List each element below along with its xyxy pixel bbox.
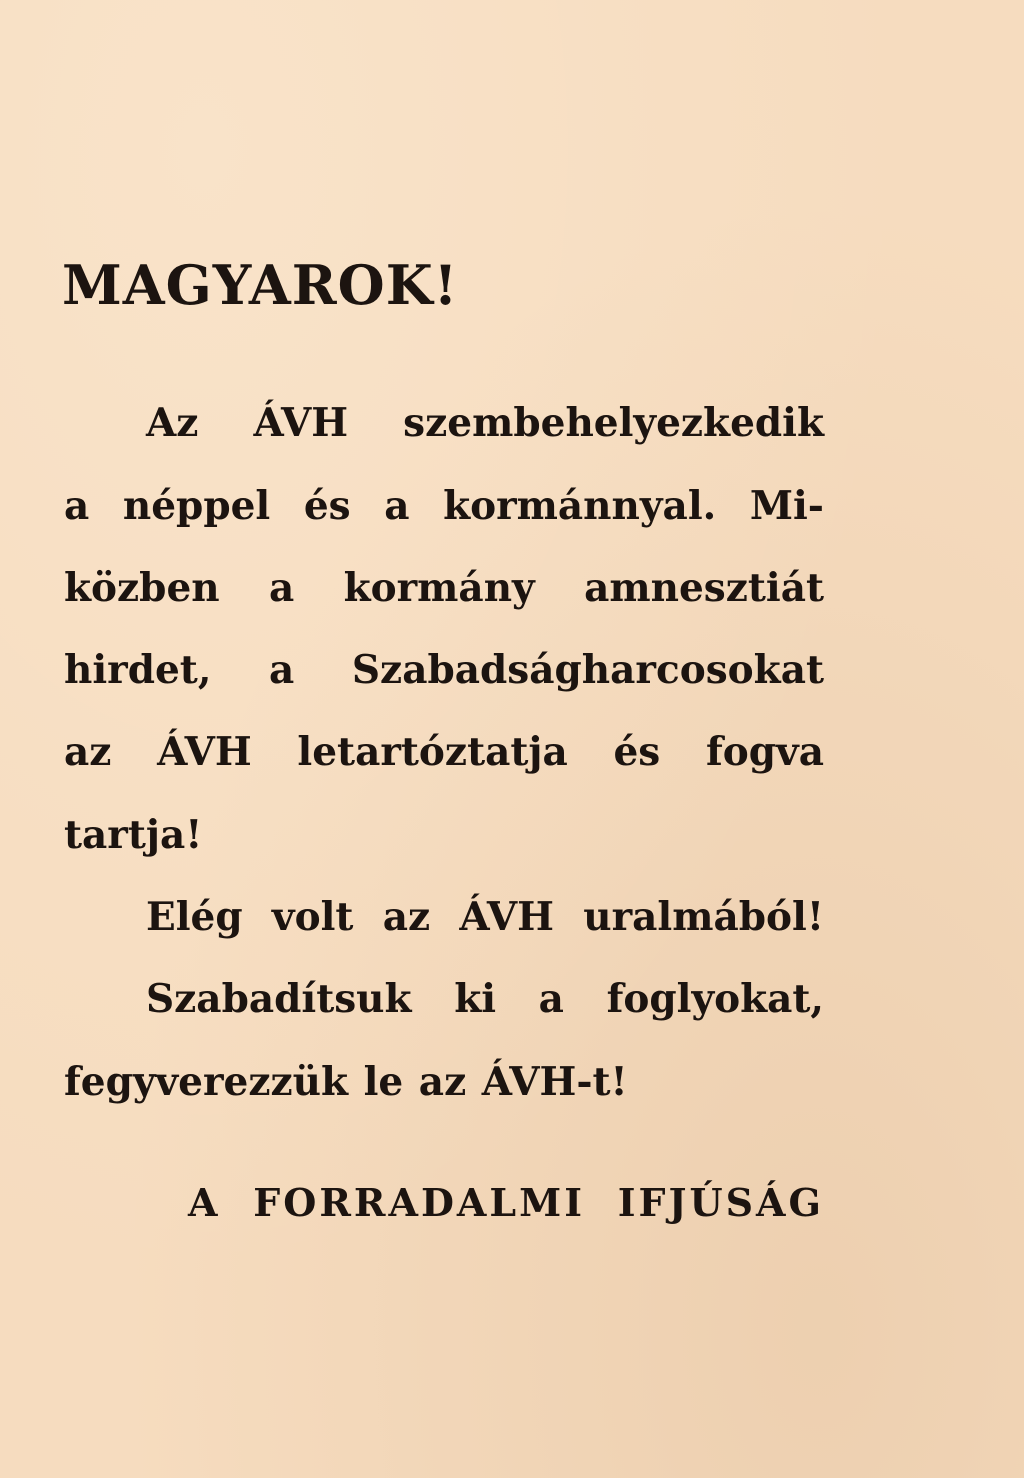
text-line: a néppel és a kormánnyal. Mi- <box>64 483 824 529</box>
text-line: tartja! <box>64 812 203 858</box>
leaflet-title: MAGYAROK! <box>62 253 459 317</box>
leaflet-signature: A FORRADALMI IFJÚSÁG <box>188 1180 824 1225</box>
text-line: Elég volt az ÁVH uralmából! <box>146 894 824 940</box>
text-line: az ÁVH letartóztatja és fogva <box>64 729 824 775</box>
text-line: közben a kormány amnesztiát <box>64 565 824 611</box>
text-line: fegyverezzük le az ÁVH-t! <box>64 1059 628 1105</box>
text-line: Szabadítsuk ki a foglyokat, <box>146 976 824 1022</box>
text-line: hirdet, a Szabadságharcosokat <box>64 647 824 693</box>
text-line: Az ÁVH szembehelyezkedik <box>146 400 824 446</box>
